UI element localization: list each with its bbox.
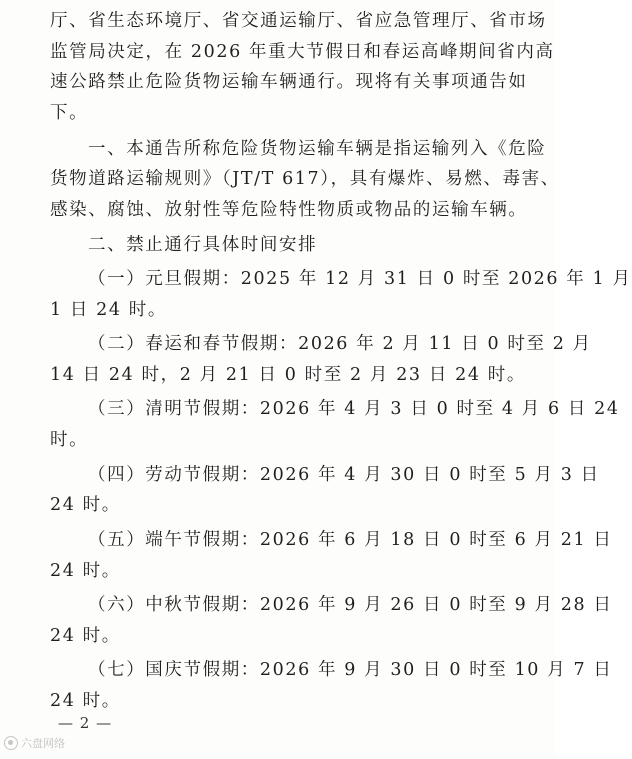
schedule-item-mid-autumn: （六）中秋节假期：2026 年 9 月 26 日 0 时至 9 月 28 日 (88, 595, 613, 615)
text-line: 14 日 24 时，2 月 21 日 0 时至 2 月 23 日 24 时。 (50, 365, 526, 385)
watermark-text: 六盘网络 (21, 737, 65, 750)
text-line: 厅、省生态环境厅、省交通运输厅、省应急管理厅、省市场 (50, 11, 547, 31)
text-line: 速公路禁止危险货物运输车辆通行。现将有关事项通告如 (50, 72, 528, 92)
text-line: 1 日 24 时。 (50, 300, 167, 320)
section-heading-1: 一、本通告所称危险货物运输车辆是指运输列入《危险 (88, 139, 547, 159)
schedule-item-national-day: （七）国庆节假期：2026 年 9 月 30 日 0 时至 10 月 7 日 (88, 660, 613, 680)
section-heading-2: 二、禁止通行具体时间安排 (88, 235, 318, 255)
schedule-item-qingming: （三）清明节假期：2026 年 4 月 3 日 0 时至 4 月 6 日 24 (88, 399, 620, 419)
text-line: 监管局决定，在 2026 年重大节假日和春运高峰期间省内高 (50, 42, 555, 62)
text-line: 感染、腐蚀、放射性等危险特性物质或物品的运输车辆。 (50, 200, 528, 220)
schedule-item-new-year: （一）元旦假期：2025 年 12 月 31 日 0 时至 2026 年 1 月 (88, 269, 632, 289)
text-line: 24 时。 (50, 561, 121, 581)
schedule-item-spring-festival: （二）春运和春节假期：2026 年 2 月 11 日 0 时至 2 月 (88, 334, 592, 354)
text-line: 24 时。 (50, 691, 121, 711)
text-line: 货物道路运输规则》（JT/T 617），具有爆炸、易燃、毒害、 (50, 169, 560, 189)
text-line: 24 时。 (50, 626, 121, 646)
schedule-item-dragon-boat: （五）端午节假期：2026 年 6 月 18 日 0 时至 6 月 21 日 (88, 530, 613, 550)
watermark-logo-icon (4, 736, 18, 750)
text-line: 时。 (50, 430, 89, 450)
watermark (4, 735, 65, 751)
text-line: 24 时。 (50, 495, 121, 515)
text-line: 下。 (50, 103, 89, 123)
schedule-item-labor-day: （四）劳动节假期：2026 年 4 月 30 日 0 时至 5 月 3 日 (88, 465, 600, 485)
page-number: — 2 — (58, 714, 113, 732)
